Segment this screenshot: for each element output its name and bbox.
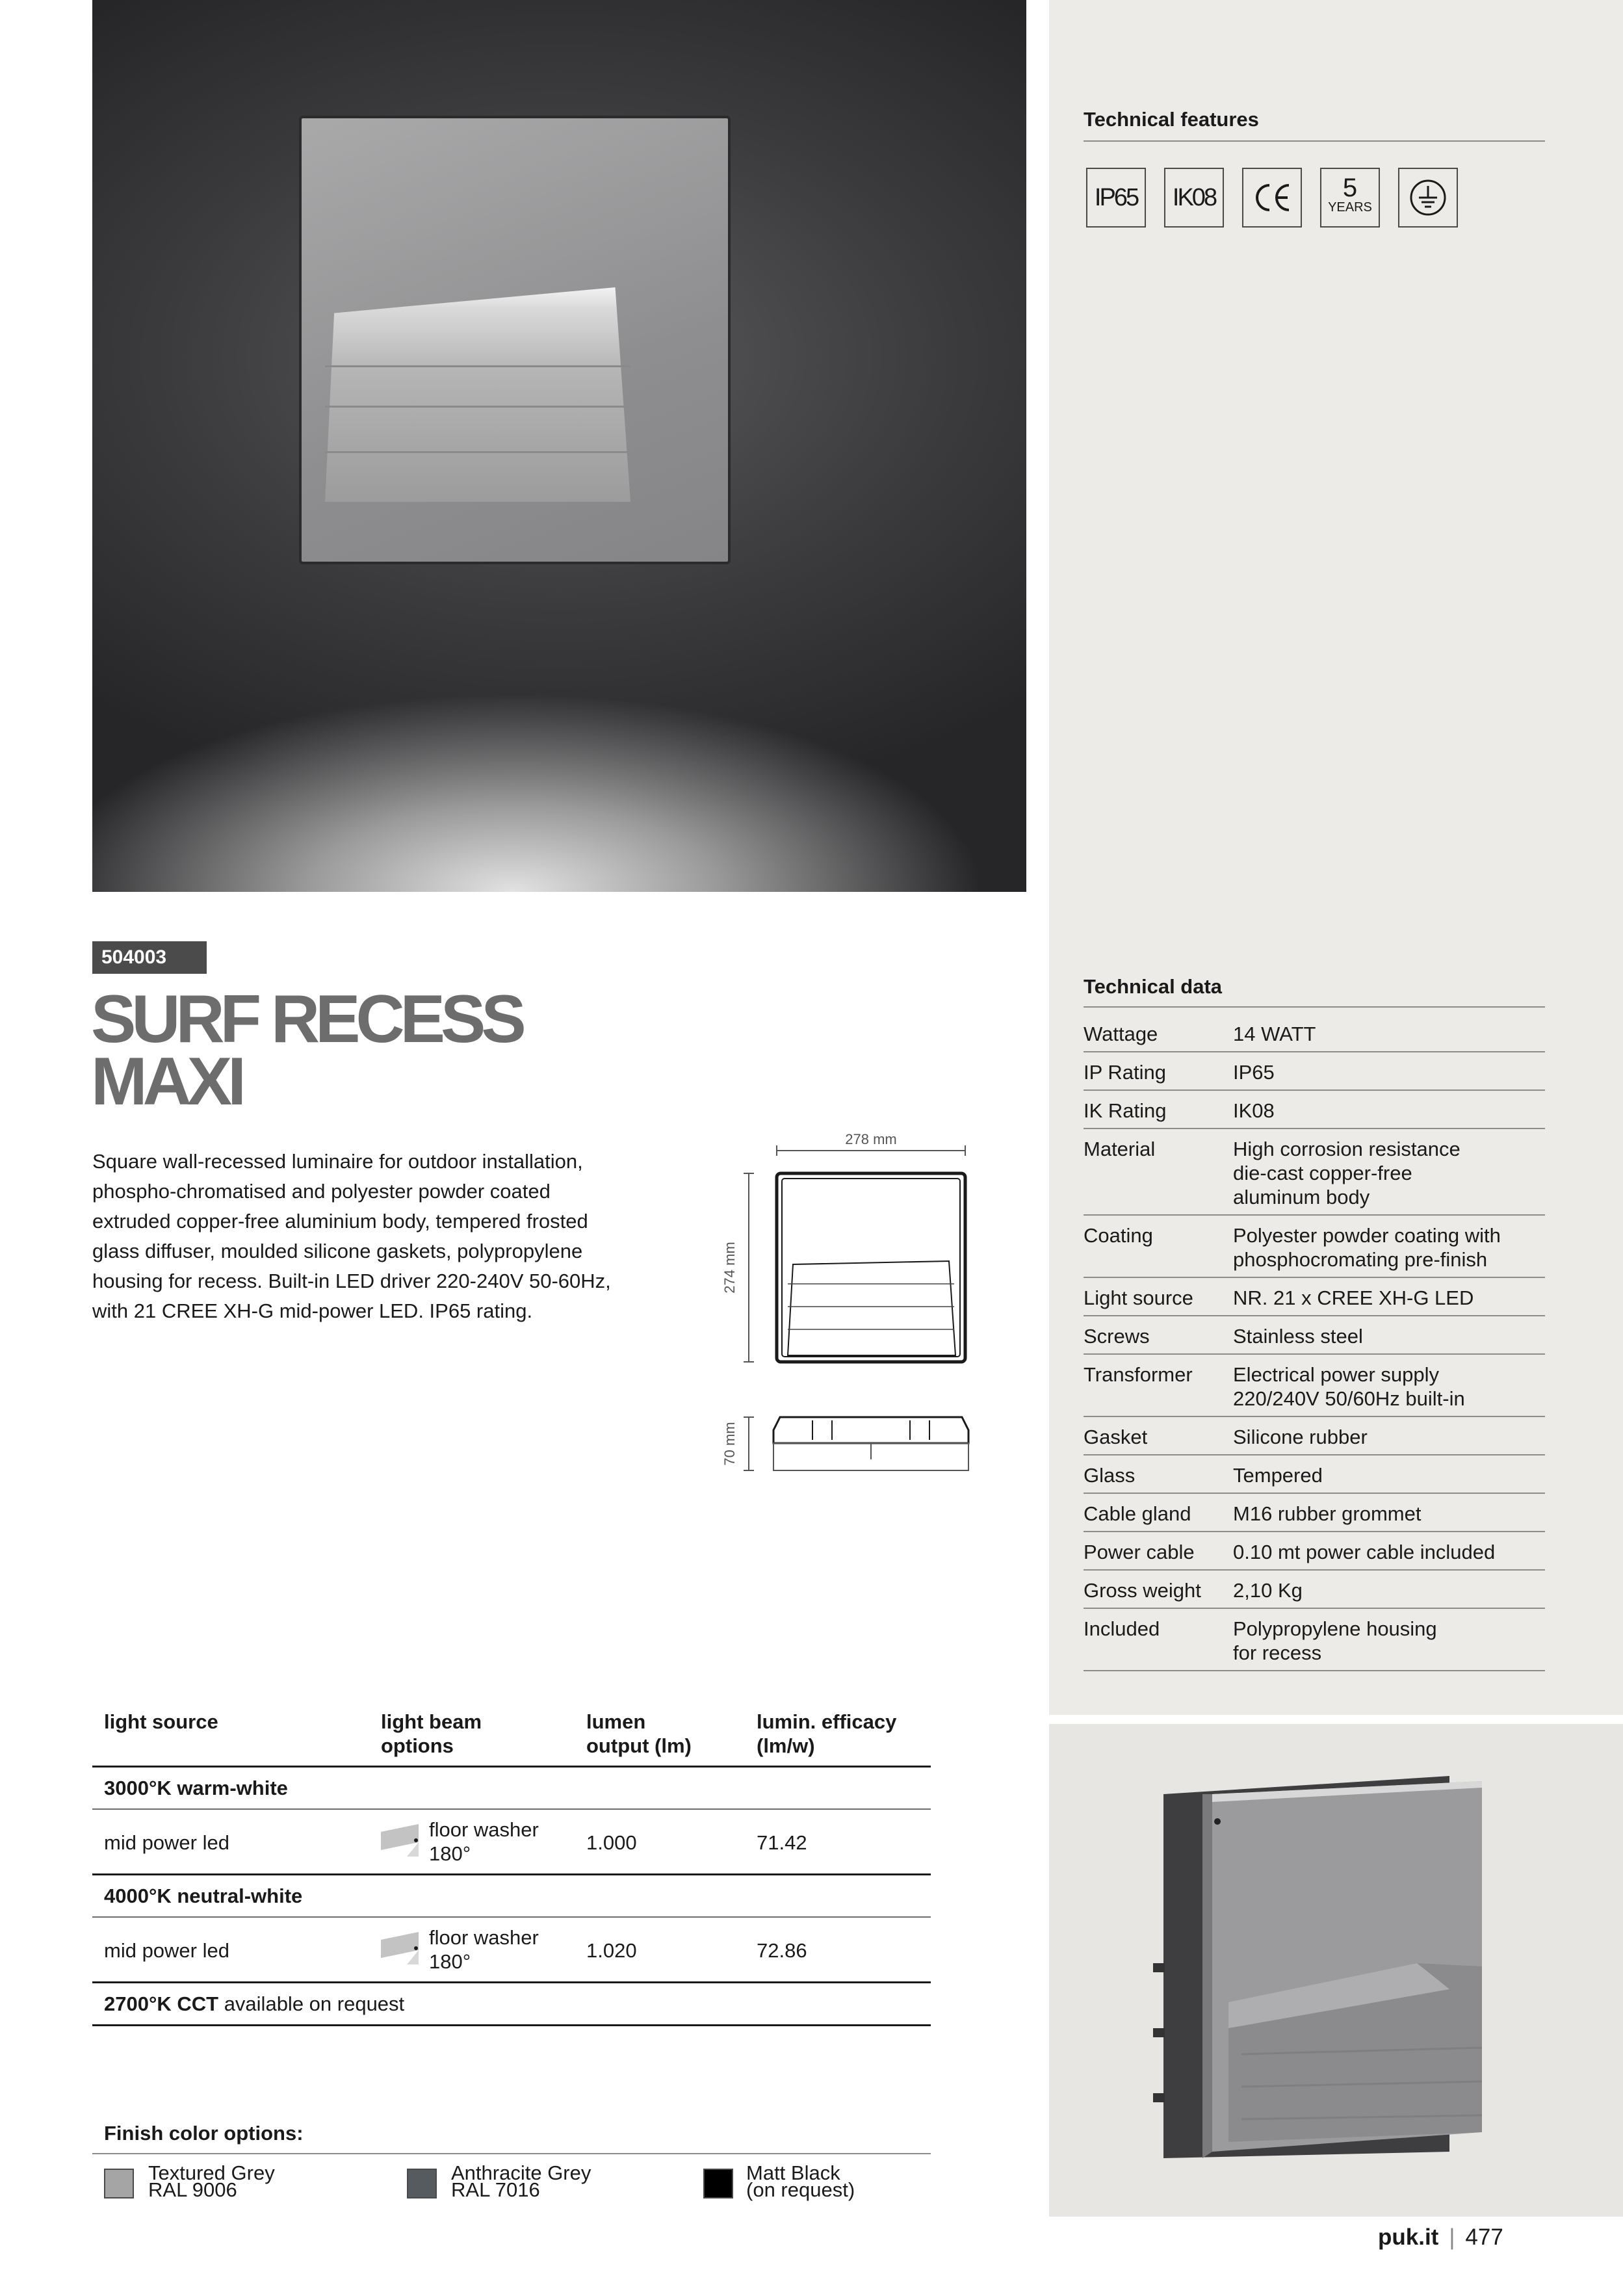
header-lumen-line1: lumen	[586, 1710, 646, 1733]
technical-data-label: Coating	[1084, 1224, 1153, 1247]
technical-data-value: High corrosion resistance die-cast copper-free aluminum body	[1233, 1138, 1461, 1208]
earth-ground-glyph	[1409, 178, 1448, 217]
technical-data-label: Material	[1084, 1138, 1156, 1160]
divider	[1084, 1670, 1545, 1671]
technical-data-value: 14 WATT	[1233, 1023, 1316, 1045]
footer-brand: puk.it	[1378, 2224, 1439, 2250]
five-years-warranty-icon	[1320, 168, 1380, 228]
header-light-beam-line1: light beam	[381, 1710, 482, 1733]
technical-data-row	[1084, 1355, 1545, 1417]
technical-data-label: Power cable	[1084, 1541, 1195, 1563]
product-title-line1: SURF RECESS	[91, 982, 522, 1057]
technical-data-row	[1084, 1091, 1545, 1129]
technical-data-row	[1084, 1571, 1545, 1609]
product-title	[91, 982, 522, 1119]
ce-mark-icon	[1242, 168, 1302, 228]
technical-features-title: Technical features	[1084, 108, 1259, 131]
header-light-beam	[381, 1710, 482, 1758]
technical-data-value: Polyester powder coating with phosphocromating pre-finish	[1233, 1224, 1501, 1271]
technical-data-row	[1084, 1609, 1545, 1671]
finish-textured-grey-label	[148, 2161, 275, 2201]
swatch-anthracite-grey	[407, 2169, 437, 2198]
ik08-icon	[1164, 168, 1224, 228]
header-light-beam-line2: options	[381, 1734, 454, 1757]
finish-anthracite-grey-ral: RAL 7016	[451, 2178, 540, 2201]
technical-data-value: Silicone rubber	[1233, 1426, 1368, 1448]
divider	[1084, 140, 1545, 142]
table-rule	[92, 1808, 931, 1810]
front-view-outline	[777, 1173, 965, 1362]
technical-data-row	[1084, 1532, 1545, 1571]
hero-floor-light	[92, 612, 1026, 892]
technical-data-row	[1084, 1417, 1545, 1455]
earth-ground-icon	[1398, 168, 1458, 228]
group-title-4000k: 4000°K neutral-white	[104, 1885, 303, 1907]
technical-data-value: 0.10 mt power cable included	[1233, 1541, 1496, 1563]
floor-washer-icon	[381, 1824, 420, 1857]
ip65-icon	[1086, 168, 1146, 228]
technical-data-label: IP Rating	[1084, 1061, 1166, 1084]
side-view-outline	[773, 1417, 968, 1443]
group2-beam-line2: 180°	[429, 1950, 471, 1973]
technical-data-row	[1084, 1216, 1545, 1278]
technical-data-label: Light source	[1084, 1286, 1193, 1309]
group1-beam-line1: floor washer	[429, 1818, 539, 1841]
technical-data-label: Screws	[1084, 1325, 1150, 1348]
technical-data-row	[1084, 1278, 1545, 1316]
swatch-textured-grey	[104, 2169, 134, 2198]
technical-data-row	[1084, 1316, 1545, 1355]
warranty-number: 5	[1342, 174, 1358, 202]
footer-separator: |	[1449, 2224, 1455, 2250]
technical-data-label: Gasket	[1084, 1426, 1148, 1448]
product-title-line2: MAXI	[91, 1044, 242, 1119]
cct-note-rest: available on request	[218, 1992, 405, 2015]
dimension-drawing	[715, 1125, 988, 1476]
hero-lamp-slat	[325, 406, 630, 408]
width-dimension-label: 278 mm	[845, 1131, 897, 1147]
front-view-opening	[788, 1261, 955, 1355]
technical-data-value: M16 rubber grommet	[1233, 1502, 1422, 1525]
finish-matt-black-name: Matt Black	[746, 2161, 840, 2184]
technical-data-label: Gross weight	[1084, 1579, 1201, 1602]
finish-matt-black-label	[746, 2161, 855, 2201]
hero-lamp-plate	[299, 116, 731, 564]
technical-data-value: 2,10 Kg	[1233, 1579, 1303, 1602]
technical-data-row	[1084, 1494, 1545, 1532]
header-efficacy-line1: lumin. efficacy	[757, 1710, 897, 1733]
swatch-matt-black	[703, 2169, 733, 2198]
group-title-3000k: 3000°K warm-white	[104, 1777, 288, 1799]
group1-lumen: 1.000	[586, 1831, 637, 1854]
product-code: 504003	[92, 941, 207, 974]
group1-beam	[429, 1818, 539, 1866]
hero-lamp-slat	[325, 451, 630, 453]
cct-note	[104, 1992, 404, 2016]
technical-data-label: Cable gland	[1084, 1502, 1191, 1525]
table-rule	[92, 1916, 931, 1918]
finish-anthracite-grey-label	[451, 2161, 591, 2201]
table-rule	[92, 2024, 931, 2026]
technical-data-label: Included	[1084, 1617, 1160, 1640]
technical-data-row	[1084, 1129, 1545, 1216]
technical-data-title: Technical data	[1084, 975, 1223, 998]
finish-textured-grey-name: Textured Grey	[148, 2161, 275, 2184]
technical-data-value: Electrical power supply 220/240V 50/60Hz built-in	[1233, 1363, 1465, 1410]
technical-data-row	[1084, 1014, 1545, 1052]
cct-note-bold: 2700°K CCT	[104, 1992, 219, 2015]
depth-dimension-label: 70 mm	[721, 1422, 738, 1466]
group1-source: mid power led	[104, 1831, 229, 1854]
product-photo	[1144, 1768, 1534, 2184]
group2-beam	[429, 1925, 539, 1974]
group2-beam-line1: floor washer	[429, 1926, 539, 1949]
finish-color-title: Finish color options:	[104, 2122, 304, 2145]
hero-photo	[92, 0, 1026, 892]
technical-data-label: Wattage	[1084, 1023, 1158, 1045]
group2-efficacy: 72.86	[757, 1939, 807, 1962]
height-dimension-label: 274 mm	[721, 1242, 738, 1294]
technical-data-label: Glass	[1084, 1464, 1136, 1487]
table-rule	[92, 1873, 931, 1875]
technical-data-value: Polypropylene housing for recess	[1233, 1617, 1437, 1664]
table-rule	[92, 1981, 931, 1983]
ip65-label: IP65	[1094, 183, 1138, 211]
hero-lamp-slat	[325, 365, 630, 367]
technical-data-label: IK Rating	[1084, 1099, 1167, 1122]
ce-mark-glyph	[1251, 181, 1293, 214]
finish-matt-black-note: (on request)	[746, 2178, 855, 2201]
divider	[1084, 1006, 1545, 1008]
technical-data-value: Tempered	[1233, 1464, 1323, 1487]
header-light-source: light source	[104, 1710, 218, 1733]
group1-efficacy: 71.42	[757, 1831, 807, 1854]
technical-data-value: NR. 21 x CREE XH-G LED	[1233, 1286, 1474, 1309]
product-description: Square wall-recessed luminaire for outdoor installation, phospho-chromatised and polyester powder coated extruded copper-free aluminium body, tempered frosted glass diffuser, moulded silicone gaskets, polypropylene housing for recess. Built-in LED driver 220-240V 50-60Hz, with 21 CREE XH-G mid-power LED. IP65 rating.	[92, 1150, 611, 1322]
hero-lamp-opening	[325, 287, 630, 502]
group1-beam-line2: 180°	[429, 1842, 471, 1865]
technical-data-row	[1084, 1455, 1545, 1494]
table-rule	[92, 1766, 931, 1768]
technical-data-value: IP65	[1233, 1061, 1275, 1084]
finish-textured-grey-ral: RAL 9006	[148, 2178, 237, 2201]
technical-data-value: IK08	[1233, 1099, 1275, 1122]
page-number: 477	[1465, 2224, 1503, 2250]
technical-data-value: Stainless steel	[1233, 1325, 1363, 1348]
footer	[1378, 2224, 1503, 2250]
header-lumen-line2: output (lm)	[586, 1734, 692, 1757]
warranty-unit: YEARS	[1328, 200, 1372, 215]
divider	[92, 2153, 931, 2154]
finish-anthracite-grey-name: Anthracite Grey	[451, 2161, 591, 2184]
technical-data-label: Transformer	[1084, 1363, 1193, 1386]
header-efficacy-line2: (lm/w)	[757, 1734, 815, 1757]
header-efficacy	[757, 1710, 896, 1758]
group2-source: mid power led	[104, 1939, 229, 1962]
header-lumen-output	[586, 1710, 692, 1758]
group2-lumen: 1.020	[586, 1939, 637, 1962]
floor-washer-icon	[381, 1932, 420, 1964]
technical-data-row	[1084, 1052, 1545, 1091]
ik08-label: IK08	[1172, 183, 1216, 211]
